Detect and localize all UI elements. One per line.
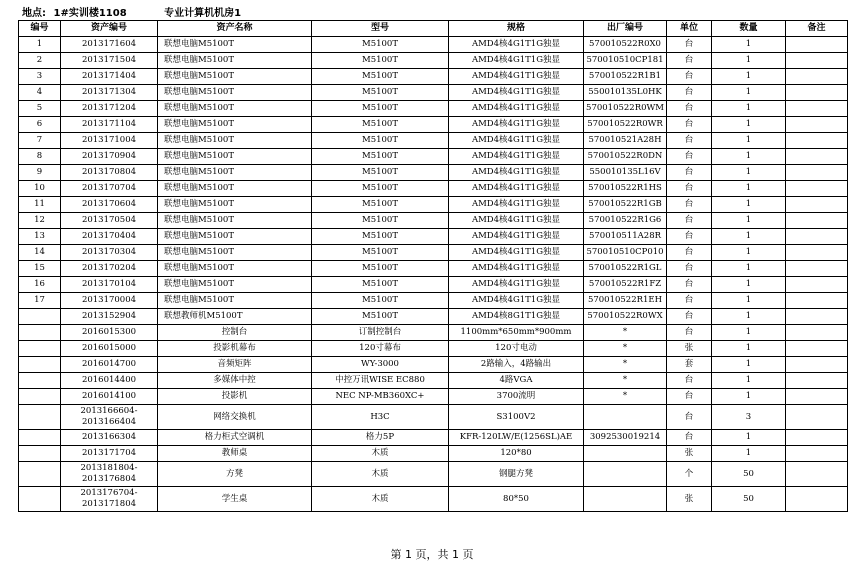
cell-spec: AMD4核4G1T1G独显: [449, 277, 584, 293]
cell-serial: 570010522R1G6: [584, 213, 667, 229]
column-header-quantity: 数量: [712, 21, 786, 37]
cell-serial: [584, 405, 667, 430]
cell-model: M5100T: [312, 37, 449, 53]
cell-spec: 4路VGA: [449, 373, 584, 389]
table-row: [19, 357, 848, 373]
table-row: [19, 245, 848, 261]
cell-asset-name: 联想电脑M5100T: [158, 37, 312, 53]
cell-number: [19, 309, 61, 325]
cell-serial: 570010522R0WM: [584, 101, 667, 117]
room-name: 专业计算机机房1: [164, 8, 242, 19]
cell-asset-id: 2013166604-2013166404: [61, 405, 158, 430]
cell-quantity: 1: [712, 197, 786, 213]
cell-remarks: [786, 373, 848, 389]
document-header: [22, 4, 245, 19]
table-row: [19, 341, 848, 357]
location-value: 1#实训楼1108: [53, 8, 127, 19]
cell-asset-id: 2016015000: [61, 341, 158, 357]
cell-spec: 2路输入，4路输出: [449, 357, 584, 373]
cell-spec: 120*80: [449, 446, 584, 462]
cell-spec: AMD4核4G1T1G独显: [449, 101, 584, 117]
table-row: [19, 197, 848, 213]
cell-serial: [584, 446, 667, 462]
cell-serial: 570010521A28H: [584, 133, 667, 149]
cell-remarks: [786, 261, 848, 277]
cell-quantity: 1: [712, 373, 786, 389]
cell-spec: AMD4核4G1T1G独显: [449, 293, 584, 309]
location-label: 地点:: [22, 8, 46, 19]
cell-number: 9: [19, 165, 61, 181]
cell-spec: 80*50: [449, 487, 584, 512]
cell-model: H3C: [312, 405, 449, 430]
cell-quantity: 50: [712, 487, 786, 512]
cell-asset-id: 2013170904: [61, 149, 158, 165]
cell-model: M5100T: [312, 69, 449, 85]
cell-asset-name: 音频矩阵: [158, 357, 312, 373]
cell-remarks: [786, 181, 848, 197]
cell-unit: 台: [667, 85, 712, 101]
cell-serial: 570010510CP010: [584, 245, 667, 261]
cell-remarks: [786, 117, 848, 133]
cell-serial: 570010522R0DN: [584, 149, 667, 165]
cell-remarks: [786, 389, 848, 405]
cell-quantity: 1: [712, 85, 786, 101]
cell-asset-name: 联想电脑M5100T: [158, 245, 312, 261]
cell-model: M5100T: [312, 117, 449, 133]
cell-number: 13: [19, 229, 61, 245]
cell-unit: 台: [667, 373, 712, 389]
cell-asset-name: 投影机幕布: [158, 341, 312, 357]
cell-remarks: [786, 37, 848, 53]
cell-unit: 台: [667, 37, 712, 53]
cell-unit: 张: [667, 487, 712, 512]
table-row: [19, 117, 848, 133]
table-row: [19, 389, 848, 405]
cell-quantity: 1: [712, 277, 786, 293]
cell-spec: AMD4核4G1T1G独显: [449, 37, 584, 53]
cell-quantity: 3: [712, 405, 786, 430]
cell-number: 15: [19, 261, 61, 277]
cell-asset-name: 联想电脑M5100T: [158, 277, 312, 293]
table-row: [19, 309, 848, 325]
cell-asset-name: 联想电脑M5100T: [158, 149, 312, 165]
cell-number: 14: [19, 245, 61, 261]
cell-serial: 570010510CP181: [584, 53, 667, 69]
cell-model: M5100T: [312, 53, 449, 69]
column-header-asset-id: 资产编号: [61, 21, 158, 37]
cell-unit: 台: [667, 197, 712, 213]
cell-spec: AMD4核8G1T1G独显: [449, 309, 584, 325]
cell-asset-name: 联想电脑M5100T: [158, 85, 312, 101]
cell-number: 16: [19, 277, 61, 293]
cell-quantity: 1: [712, 149, 786, 165]
cell-quantity: 1: [712, 133, 786, 149]
cell-remarks: [786, 341, 848, 357]
table-row: [19, 446, 848, 462]
cell-asset-name: 联想电脑M5100T: [158, 213, 312, 229]
cell-quantity: 1: [712, 101, 786, 117]
cell-spec: AMD4核4G1T1G独显: [449, 53, 584, 69]
table-row: [19, 213, 848, 229]
cell-serial: 570010522R1GB: [584, 197, 667, 213]
cell-asset-id: 2013170704: [61, 181, 158, 197]
table-row: [19, 149, 848, 165]
table-row: [19, 277, 848, 293]
cell-quantity: 1: [712, 245, 786, 261]
cell-unit: 台: [667, 69, 712, 85]
cell-model: 120寸幕布: [312, 341, 449, 357]
cell-remarks: [786, 165, 848, 181]
cell-quantity: 1: [712, 117, 786, 133]
cell-model: M5100T: [312, 101, 449, 117]
cell-unit: 台: [667, 181, 712, 197]
table-row: [19, 261, 848, 277]
cell-asset-name: 联想电脑M5100T: [158, 117, 312, 133]
cell-serial: 570010522R0WR: [584, 117, 667, 133]
cell-asset-id: 2013176704-2013171804: [61, 487, 158, 512]
cell-serial: 570010522R1FZ: [584, 277, 667, 293]
cell-unit: 台: [667, 245, 712, 261]
cell-remarks: [786, 213, 848, 229]
cell-remarks: [786, 487, 848, 512]
cell-unit: 台: [667, 405, 712, 430]
cell-number: 17: [19, 293, 61, 309]
cell-asset-id: 2013171604: [61, 37, 158, 53]
table-row: [19, 293, 848, 309]
cell-remarks: [786, 309, 848, 325]
cell-asset-name: 联想电脑M5100T: [158, 181, 312, 197]
cell-serial: *: [584, 389, 667, 405]
cell-spec: KFR-120LW/E(1256SL)AE: [449, 430, 584, 446]
cell-number: [19, 430, 61, 446]
cell-serial: [584, 462, 667, 487]
cell-asset-id: 2016014100: [61, 389, 158, 405]
cell-number: 8: [19, 149, 61, 165]
column-header-number: 编号: [19, 21, 61, 37]
cell-unit: 台: [667, 325, 712, 341]
cell-quantity: 1: [712, 430, 786, 446]
cell-quantity: 1: [712, 181, 786, 197]
cell-asset-id: 2013170104: [61, 277, 158, 293]
cell-asset-id: 2013181804-2013176804: [61, 462, 158, 487]
cell-asset-name: 学生桌: [158, 487, 312, 512]
cell-asset-id: 2013171204: [61, 101, 158, 117]
cell-spec: AMD4核4G1T1G独显: [449, 85, 584, 101]
cell-quantity: 1: [712, 37, 786, 53]
cell-spec: AMD4核4G1T1G独显: [449, 133, 584, 149]
cell-serial: 570010522R0WX: [584, 309, 667, 325]
cell-unit: 张: [667, 446, 712, 462]
cell-model: M5100T: [312, 85, 449, 101]
cell-number: 2: [19, 53, 61, 69]
cell-unit: 台: [667, 53, 712, 69]
cell-number: [19, 446, 61, 462]
cell-quantity: 1: [712, 389, 786, 405]
table-row: [19, 101, 848, 117]
cell-remarks: [786, 446, 848, 462]
cell-spec: AMD4核4G1T1G独显: [449, 117, 584, 133]
cell-number: [19, 357, 61, 373]
cell-unit: 台: [667, 101, 712, 117]
cell-number: 1: [19, 37, 61, 53]
cell-asset-name: 联想电脑M5100T: [158, 165, 312, 181]
cell-remarks: [786, 53, 848, 69]
table-row: [19, 373, 848, 389]
cell-asset-id: 2013170804: [61, 165, 158, 181]
cell-asset-name: 教师桌: [158, 446, 312, 462]
cell-asset-id: 2013171704: [61, 446, 158, 462]
cell-quantity: 1: [712, 293, 786, 309]
cell-model: 中控万讯WISE EC880: [312, 373, 449, 389]
cell-unit: 个: [667, 462, 712, 487]
cell-quantity: 1: [712, 229, 786, 245]
cell-number: [19, 487, 61, 512]
cell-asset-id: 2013171404: [61, 69, 158, 85]
cell-remarks: [786, 405, 848, 430]
cell-unit: 台: [667, 165, 712, 181]
table-row: [19, 133, 848, 149]
table-row: [19, 85, 848, 101]
cell-quantity: 1: [712, 446, 786, 462]
cell-remarks: [786, 149, 848, 165]
cell-number: [19, 462, 61, 487]
cell-spec: AMD4核4G1T1G独显: [449, 213, 584, 229]
cell-number: 11: [19, 197, 61, 213]
table-body: [19, 37, 848, 512]
cell-asset-id: 2013171504: [61, 53, 158, 69]
cell-model: M5100T: [312, 181, 449, 197]
cell-serial: 570010522R1EH: [584, 293, 667, 309]
cell-spec: AMD4核4G1T1G独显: [449, 245, 584, 261]
cell-number: 4: [19, 85, 61, 101]
cell-serial: 570010522R1HS: [584, 181, 667, 197]
cell-quantity: 1: [712, 341, 786, 357]
cell-spec: 120寸电动: [449, 341, 584, 357]
column-header-remarks: 备注: [786, 21, 848, 37]
cell-remarks: [786, 245, 848, 261]
cell-model: M5100T: [312, 229, 449, 245]
column-header-spec: 规格: [449, 21, 584, 37]
cell-asset-name: 联想电脑M5100T: [158, 101, 312, 117]
cell-spec: AMD4核4G1T1G独显: [449, 181, 584, 197]
cell-asset-name: 控制台: [158, 325, 312, 341]
cell-unit: 台: [667, 261, 712, 277]
cell-asset-id: 2016015300: [61, 325, 158, 341]
cell-serial: *: [584, 341, 667, 357]
cell-number: 6: [19, 117, 61, 133]
cell-asset-id: 2013170504: [61, 213, 158, 229]
table-row: [19, 53, 848, 69]
table-row: [19, 405, 848, 430]
cell-unit: 台: [667, 309, 712, 325]
cell-quantity: 1: [712, 213, 786, 229]
cell-number: [19, 325, 61, 341]
cell-spec: S3100V2: [449, 405, 584, 430]
cell-serial: [584, 487, 667, 512]
cell-model: M5100T: [312, 133, 449, 149]
cell-serial: *: [584, 325, 667, 341]
cell-model: 订制控制台: [312, 325, 449, 341]
cell-unit: 台: [667, 277, 712, 293]
cell-asset-id: 2013152904: [61, 309, 158, 325]
cell-remarks: [786, 430, 848, 446]
cell-serial: 570010522R0X0: [584, 37, 667, 53]
page-footer: 第 1 页，共 1 页: [390, 548, 474, 561]
table-row: [19, 325, 848, 341]
table-header-row: [19, 21, 848, 37]
cell-asset-name: 方凳: [158, 462, 312, 487]
table-row: [19, 229, 848, 245]
cell-asset-name: 多媒体中控: [158, 373, 312, 389]
cell-number: 3: [19, 69, 61, 85]
cell-asset-name: 联想电脑M5100T: [158, 53, 312, 69]
cell-serial: 550010135L0HK: [584, 85, 667, 101]
cell-serial: *: [584, 357, 667, 373]
cell-unit: 台: [667, 213, 712, 229]
cell-remarks: [786, 357, 848, 373]
cell-number: 10: [19, 181, 61, 197]
cell-asset-id: 2013171104: [61, 117, 158, 133]
cell-spec: AMD4核4G1T1G独显: [449, 149, 584, 165]
cell-spec: 钢腿方凳: [449, 462, 584, 487]
cell-asset-id: 2013166304: [61, 430, 158, 446]
table-row: [19, 462, 848, 487]
table-row: [19, 487, 848, 512]
table-row: [19, 165, 848, 181]
cell-quantity: 50: [712, 462, 786, 487]
cell-asset-id: 2013170004: [61, 293, 158, 309]
asset-table: [18, 20, 848, 512]
cell-asset-id: 2013171004: [61, 133, 158, 149]
cell-unit: 台: [667, 133, 712, 149]
cell-serial: 570010522R1GL: [584, 261, 667, 277]
cell-asset-id: 2013170604: [61, 197, 158, 213]
cell-asset-name: 联想电脑M5100T: [158, 133, 312, 149]
cell-number: [19, 405, 61, 430]
cell-model: M5100T: [312, 149, 449, 165]
cell-number: [19, 341, 61, 357]
cell-asset-name: 网络交换机: [158, 405, 312, 430]
cell-unit: 台: [667, 389, 712, 405]
cell-model: 木质: [312, 487, 449, 512]
cell-model: 木质: [312, 462, 449, 487]
cell-model: NEC NP-MB360XC+: [312, 389, 449, 405]
column-header-model: 型号: [312, 21, 449, 37]
cell-model: WY-3000: [312, 357, 449, 373]
cell-unit: 台: [667, 430, 712, 446]
cell-spec: AMD4核4G1T1G独显: [449, 69, 584, 85]
cell-remarks: [786, 101, 848, 117]
cell-asset-name: 联想电脑M5100T: [158, 69, 312, 85]
cell-quantity: 1: [712, 357, 786, 373]
cell-asset-name: 联想电脑M5100T: [158, 197, 312, 213]
cell-model: M5100T: [312, 277, 449, 293]
cell-spec: 3700流明: [449, 389, 584, 405]
cell-remarks: [786, 462, 848, 487]
cell-model: M5100T: [312, 197, 449, 213]
cell-remarks: [786, 133, 848, 149]
cell-quantity: 1: [712, 165, 786, 181]
cell-number: [19, 389, 61, 405]
cell-remarks: [786, 197, 848, 213]
cell-asset-name: 联想电脑M5100T: [158, 229, 312, 245]
cell-model: M5100T: [312, 293, 449, 309]
cell-spec: AMD4核4G1T1G独显: [449, 165, 584, 181]
cell-asset-name: 联想电脑M5100T: [158, 261, 312, 277]
cell-unit: 张: [667, 341, 712, 357]
cell-number: [19, 373, 61, 389]
cell-quantity: 1: [712, 309, 786, 325]
cell-asset-id: 2013170404: [61, 229, 158, 245]
cell-model: M5100T: [312, 165, 449, 181]
cell-number: 5: [19, 101, 61, 117]
cell-quantity: 1: [712, 261, 786, 277]
cell-spec: AMD4核4G1T1G独显: [449, 261, 584, 277]
cell-unit: 台: [667, 117, 712, 133]
cell-unit: 台: [667, 293, 712, 309]
cell-quantity: 1: [712, 53, 786, 69]
cell-asset-name: 联想电脑M5100T: [158, 293, 312, 309]
cell-remarks: [786, 293, 848, 309]
cell-spec: AMD4核4G1T1G独显: [449, 229, 584, 245]
cell-serial: 570010511A28R: [584, 229, 667, 245]
column-header-unit: 单位: [667, 21, 712, 37]
cell-model: 格力5P: [312, 430, 449, 446]
cell-quantity: 1: [712, 325, 786, 341]
table-row: [19, 69, 848, 85]
table-row: [19, 37, 848, 53]
cell-quantity: 1: [712, 69, 786, 85]
cell-serial: 570010522R1B1: [584, 69, 667, 85]
cell-asset-id: 2016014400: [61, 373, 158, 389]
cell-remarks: [786, 229, 848, 245]
cell-serial: 3092530019214: [584, 430, 667, 446]
table-row: [19, 181, 848, 197]
cell-asset-id: 2013170204: [61, 261, 158, 277]
column-header-asset-name: 资产名称: [158, 21, 312, 37]
cell-remarks: [786, 277, 848, 293]
cell-asset-name: 联想教师机M5100T: [158, 309, 312, 325]
cell-unit: 套: [667, 357, 712, 373]
cell-remarks: [786, 85, 848, 101]
cell-model: M5100T: [312, 261, 449, 277]
cell-number: 7: [19, 133, 61, 149]
cell-spec: AMD4核4G1T1G独显: [449, 197, 584, 213]
cell-unit: 台: [667, 229, 712, 245]
cell-asset-id: 2013171304: [61, 85, 158, 101]
cell-remarks: [786, 69, 848, 85]
column-header-serial: 出厂编号: [584, 21, 667, 37]
cell-model: M5100T: [312, 245, 449, 261]
cell-model: 木质: [312, 446, 449, 462]
cell-serial: *: [584, 373, 667, 389]
cell-asset-name: 投影机: [158, 389, 312, 405]
cell-model: M5100T: [312, 213, 449, 229]
cell-serial: 550010135L16V: [584, 165, 667, 181]
cell-asset-id: 2016014700: [61, 357, 158, 373]
cell-unit: 台: [667, 149, 712, 165]
cell-spec: 1100mm*650mm*900mm: [449, 325, 584, 341]
cell-remarks: [786, 325, 848, 341]
cell-number: 12: [19, 213, 61, 229]
table-row: [19, 430, 848, 446]
cell-asset-id: 2013170304: [61, 245, 158, 261]
cell-asset-name: 格力柜式空调机: [158, 430, 312, 446]
cell-model: M5100T: [312, 309, 449, 325]
